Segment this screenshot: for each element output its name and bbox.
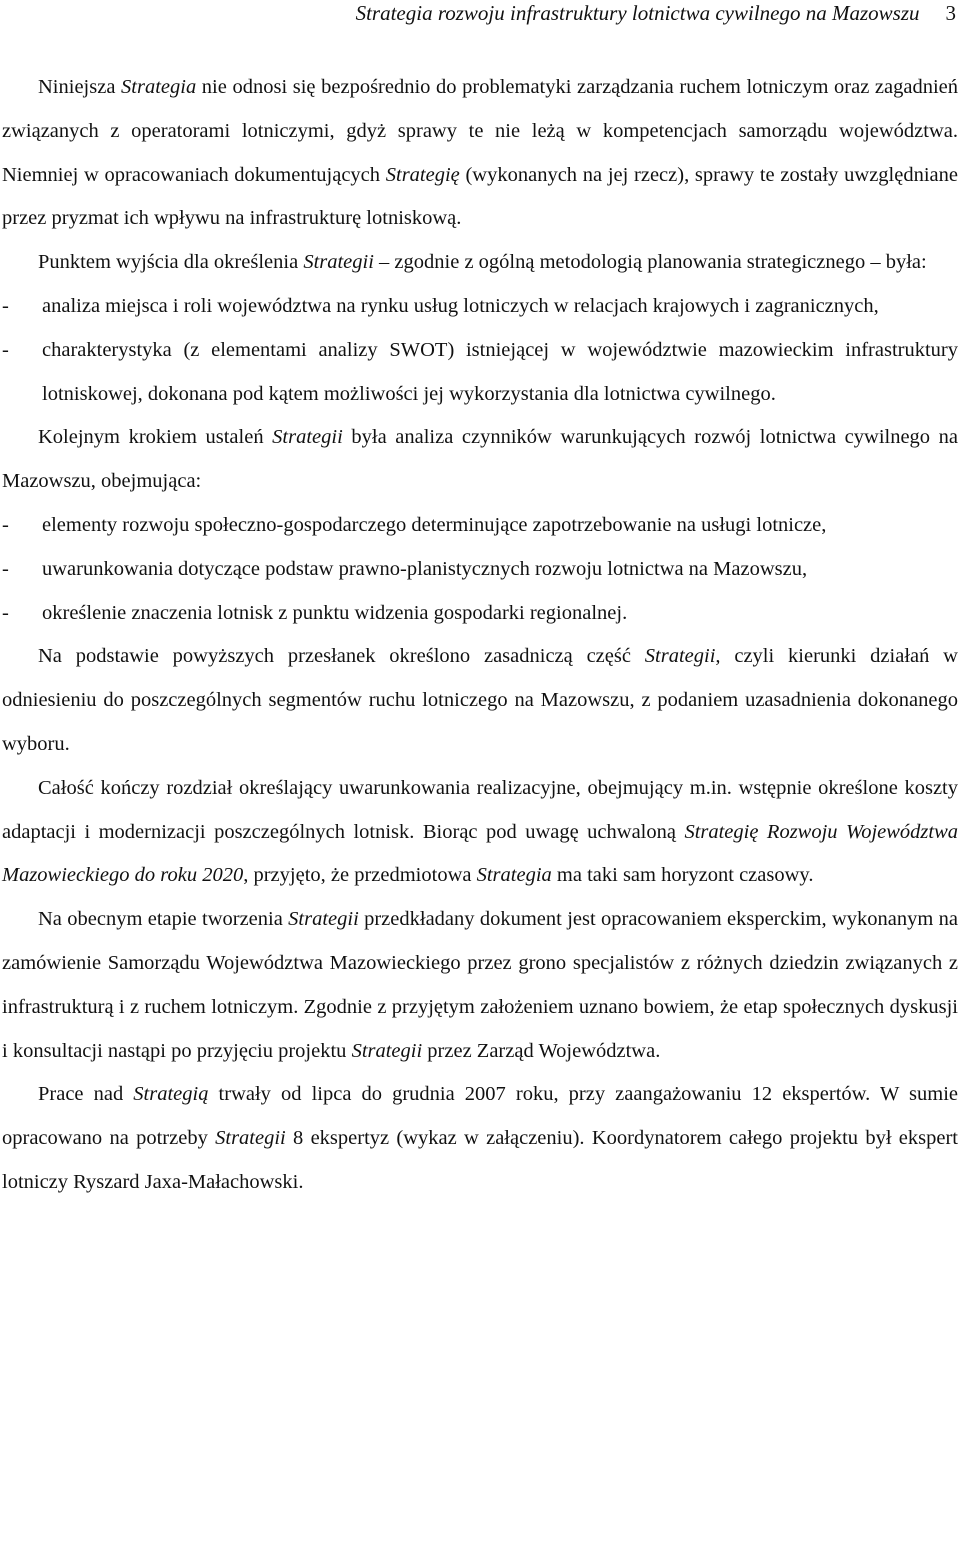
- list-item-text: analiza miejsca i roli województwa na rynku usług lotniczych w relacjach krajowych i zagranicznych,: [42, 294, 879, 317]
- list-item: [2, 504, 958, 548]
- paragraph-3: Kolejnym krokiem ustaleń Strategii była analiza czynników warunkujących rozwój lotnictwa cywilnego na Mazowszu, obejmująca:: [2, 426, 959, 493]
- paragraph-2: Punktem wyjścia dla określenia Strategii – zgodnie z ogólną metodologią planowania strategicznego – była:: [38, 251, 927, 274]
- list-item-text: charakterystyka (z elementami analizy SWOT) istniejącej w województwie mazowieckim infrastruktury lotniskowej, dokonana pod kątem możliwości jej wykorzystania dla lotnictwa cywilnego.: [42, 338, 958, 405]
- list-dash: -: [2, 557, 9, 580]
- paragraph-7: Prace nad Strategią trwały od lipca do grudnia 2007 roku, przy zaangażowaniu 12 ekspertów. W sumie opracowano na potrzeby Strategii 8 ekspertyz (wykaz w załączeniu). Koordynatorem całego projektu był ekspert lotniczy Ryszard Jaxa-Małachowski.: [2, 1083, 958, 1193]
- list-item-text: określenie znaczenia lotnisk z punktu widzenia gospodarki regionalnej.: [42, 601, 628, 624]
- document-body: [2, 66, 958, 1205]
- paragraph-4: Na podstawie powyższych przesłanek określono zasadniczą część Strategii, czyli kierunki działań w odniesieniu do poszczególnych segmentów ruchu lotniczego na Mazowszu, z podaniem uzasadnienia dokonanego wyboru.: [2, 645, 958, 755]
- list-dash: -: [2, 513, 9, 536]
- list-dash: -: [2, 601, 9, 624]
- list-dash: -: [2, 338, 9, 361]
- paragraph-5: Całość kończy rozdział określający uwarunkowania realizacyjne, obejmujący m.in. wstępnie określone koszty adaptacji i modernizacji poszczególnych lotnisk. Biorąc pod uwagę uchwaloną Strategię Rozwoju Województwa Mazowieckiego do roku 2020, przyjęto, że przedmiotowa Strategia ma taki sam horyzont czasowy.: [2, 776, 959, 887]
- list-item: [2, 329, 958, 417]
- paragraph-6: Na obecnym etapie tworzenia Strategii przedkładany dokument jest opracowaniem eksperckim, wykonanym na zamówienie Samorządu Województwa Mazowieckiego przez grono specjalistów z różnych dziedzin związanych z infrastrukturą i z ruchem lotniczym. Zgodnie z przyjętym założeniem uznano bowiem, że etap społecznych dyskusji i konsultacji nastąpi po przyjęciu projektu Strategii przez Zarząd Województwa.: [2, 908, 958, 1062]
- header-title: Strategia rozwoju infrastruktury lotnictwa cywilnego na Mazowszu: [355, 1, 920, 25]
- paragraph-1: Niniejsza Strategia nie odnosi się bezpośrednio do problematyki zarządzania ruchem lotniczym oraz zagadnień związanych z operatorami lotniczymi, gdyż sprawy te nie leżą w kompetencjach samorządu województwa. Niemniej w opracowaniach dokumentujących Strategię (wykonanych na jej rzecz), sprawy te zostały uwzględniane przez pryzmat ich wpływu na infrastrukturę lotniskową.: [2, 76, 959, 230]
- list-item-text: elementy rozwoju społeczno-gospodarczego determinujące zapotrzebowanie na usługi lotnicze,: [42, 513, 827, 536]
- list-item: [2, 592, 958, 636]
- running-header: [2, 0, 958, 31]
- list-item: [2, 285, 958, 329]
- list-item-text: uwarunkowania dotyczące podstaw prawno-planistycznych rozwoju lotnictwa na Mazowszu,: [42, 557, 808, 580]
- list-item: [2, 548, 958, 592]
- page-number: 3: [945, 1, 956, 25]
- list-dash: -: [2, 294, 9, 317]
